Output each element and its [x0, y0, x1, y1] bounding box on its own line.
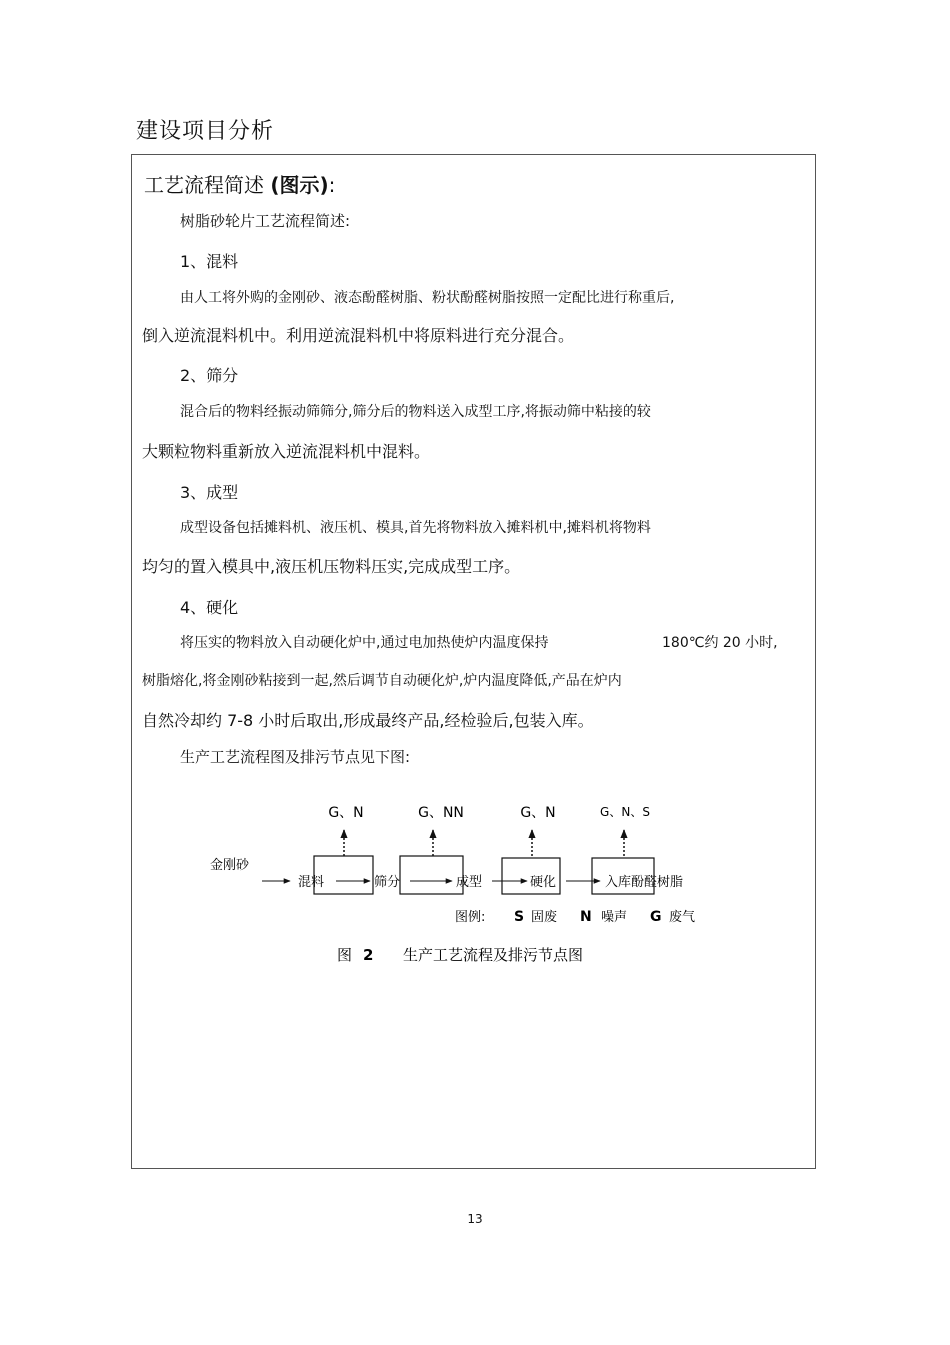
- stage-label-3: 成型: [456, 875, 483, 890]
- stage-label-1: 混料: [298, 875, 325, 890]
- process-box-2: [400, 856, 463, 894]
- step-4-title: 4、硬化: [180, 598, 239, 617]
- section-title-colon: :: [328, 173, 336, 197]
- step-2-title: 2、筛分: [180, 366, 239, 385]
- emission-label-1: G、N: [328, 805, 364, 821]
- stage-label-5: 入库酚醛树脂: [605, 875, 684, 890]
- emission-label-3: G、N: [520, 805, 556, 821]
- diagram-intro: 生产工艺流程图及排污节点见下图:: [180, 748, 411, 766]
- step-1-line-2: 倒入逆流混料机中。利用逆流混料机中将原料进行充分混合。: [142, 326, 575, 345]
- step-4-line-3: 自然冷却约 7-8 小时后取出,形成最终产品,经检验后,包装入库。: [142, 711, 594, 730]
- legend-text-g: 废气: [669, 910, 696, 925]
- step-4-line-2: 树脂熔化,将金刚砂粘接到一起,然后调节自动硬化炉,炉内温度降低,产品在炉内: [142, 673, 622, 689]
- legend-code-n: N: [580, 909, 592, 925]
- step-3-line-2: 均匀的置入模具中,液压机压物料压实,完成成型工序。: [142, 557, 521, 576]
- step-2-line-1: 混合后的物料经振动筛筛分,筛分后的物料送入成型工序,将振动筛中粘接的较: [180, 404, 651, 420]
- intro-text: 树脂砂轮片工艺流程简述:: [180, 212, 351, 230]
- input-label: 金刚砂: [210, 858, 250, 873]
- figure-caption-number: 2: [363, 946, 374, 964]
- legend-text-n: 噪声: [601, 910, 628, 925]
- figure-caption-title: 生产工艺流程及排污节点图: [403, 946, 584, 964]
- emission-label-4: G、N、S: [600, 805, 650, 819]
- step-4-line-1b: 180℃约 20 小时,: [662, 635, 778, 651]
- page-number: 13: [467, 1212, 483, 1226]
- step-2-line-2: 大颗粒物料重新放入逆流混料机中混料。: [142, 442, 431, 461]
- figure-caption-prefix: 图: [337, 946, 353, 964]
- page-heading: 建设项目分析: [136, 119, 275, 144]
- step-3-title: 3、成型: [180, 483, 239, 502]
- stage-label-4: 硬化: [530, 875, 557, 890]
- step-4-line-1a: 将压实的物料放入自动硬化炉中,通过电加热使炉内温度保持: [180, 635, 549, 651]
- legend-text-s: 固废: [531, 910, 558, 925]
- legend-code-s: S: [514, 909, 525, 925]
- legend-code-g: G: [650, 909, 662, 925]
- step-1-title: 1、混料: [180, 252, 239, 271]
- emission-label-2: G、NN: [418, 805, 464, 821]
- stage-label-2: 筛分: [374, 875, 401, 890]
- section-title-note: (图示): [270, 173, 329, 197]
- section-title-text: 工艺流程简述: [144, 173, 264, 197]
- step-1-line-1: 由人工将外购的金刚砂、液态酚醛树脂、粉状酚醛树脂按照一定配比进行称重后,: [180, 290, 675, 306]
- step-3-line-1: 成型设备包括摊料机、液压机、模具,首先将物料放入摊料机中,摊料机将物料: [180, 520, 651, 536]
- legend-label: 图例:: [455, 910, 486, 925]
